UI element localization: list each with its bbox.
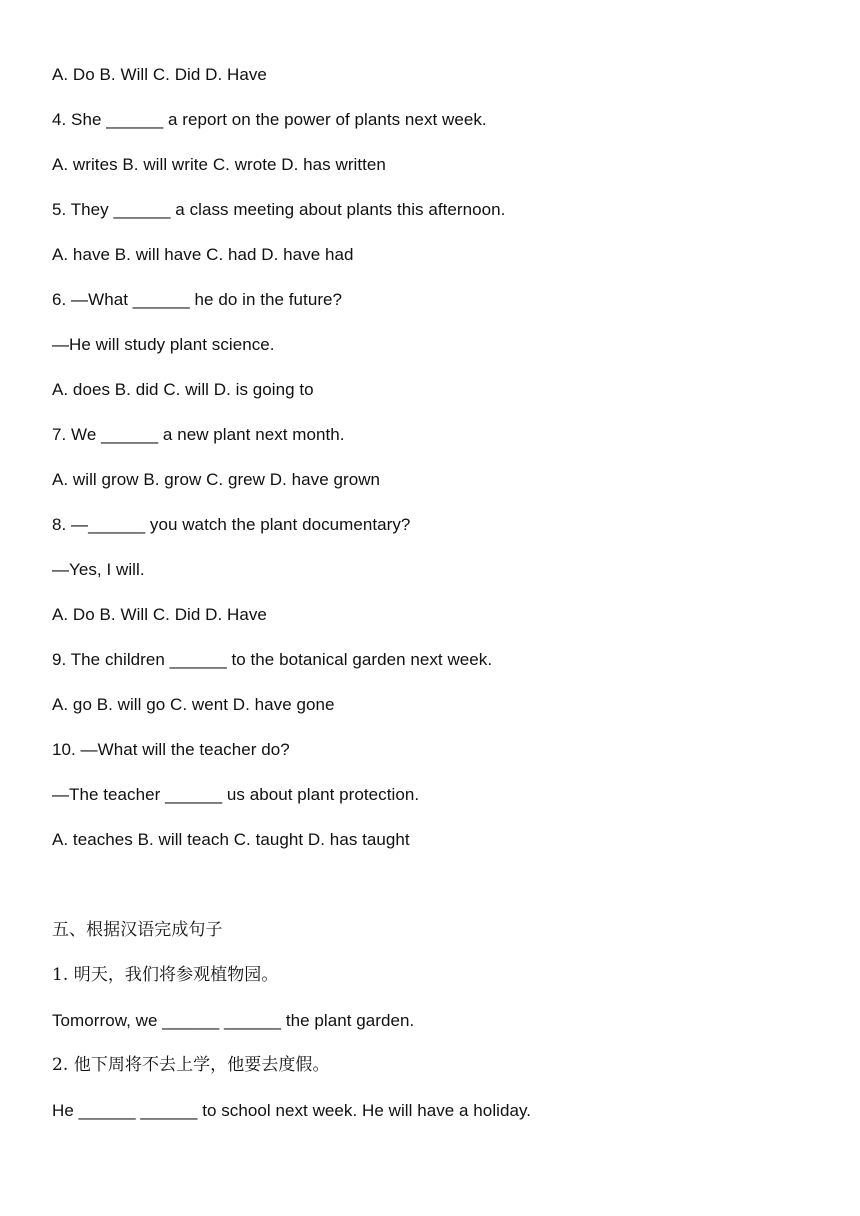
q8-answer: —Yes, I will. <box>52 560 145 579</box>
s5-item2-english: He ______ ______ to school next week. He will have a holiday. <box>52 1101 532 1120</box>
q9-options: A. go B. will go C. went D. have gone <box>52 695 335 714</box>
q10-options: A. teaches B. will teach C. taught D. has taught <box>52 830 410 849</box>
q8-options: A. Do B. Will C. Did D. Have <box>52 605 267 624</box>
q6-question: 6. —What ______ he do in the future? <box>52 290 343 309</box>
s5-item1-chinese: 1. 明天，我们将参观植物园。 <box>52 965 279 985</box>
q10-answer: —The teacher ______ us about plant protection. <box>52 785 420 804</box>
s5-item2-chinese: 2. 他下周将不去上学，他要去度假。 <box>52 1055 330 1075</box>
q10-question: 10. —What will the teacher do? <box>52 740 290 759</box>
s5-item1-english: Tomorrow, we ______ ______ the plant garden. <box>52 1011 415 1030</box>
q9-question: 9. The children ______ to the botanical garden next week. <box>52 650 493 669</box>
q8-question: 8. —______ you watch the plant documentary? <box>52 515 411 534</box>
q6-options: A. does B. did C. will D. is going to <box>52 380 314 399</box>
q5-question: 5. They ______ a class meeting about plants this afternoon. <box>52 200 506 219</box>
q7-question: 7. We ______ a new plant next month. <box>52 425 345 444</box>
q5-options: A. have B. will have C. had D. have had <box>52 245 354 264</box>
q4-options: A. writes B. will write C. wrote D. has written <box>52 155 386 174</box>
section-five-heading: 五、根据汉语完成句子 <box>52 920 223 940</box>
q4-question: 4. She ______ a report on the power of plants next week. <box>52 110 487 129</box>
q7-options: A. will grow B. grow C. grew D. have grown <box>52 470 381 489</box>
q3-options: A. Do B. Will C. Did D. Have <box>52 65 267 84</box>
q6-answer: —He will study plant science. <box>52 335 275 354</box>
